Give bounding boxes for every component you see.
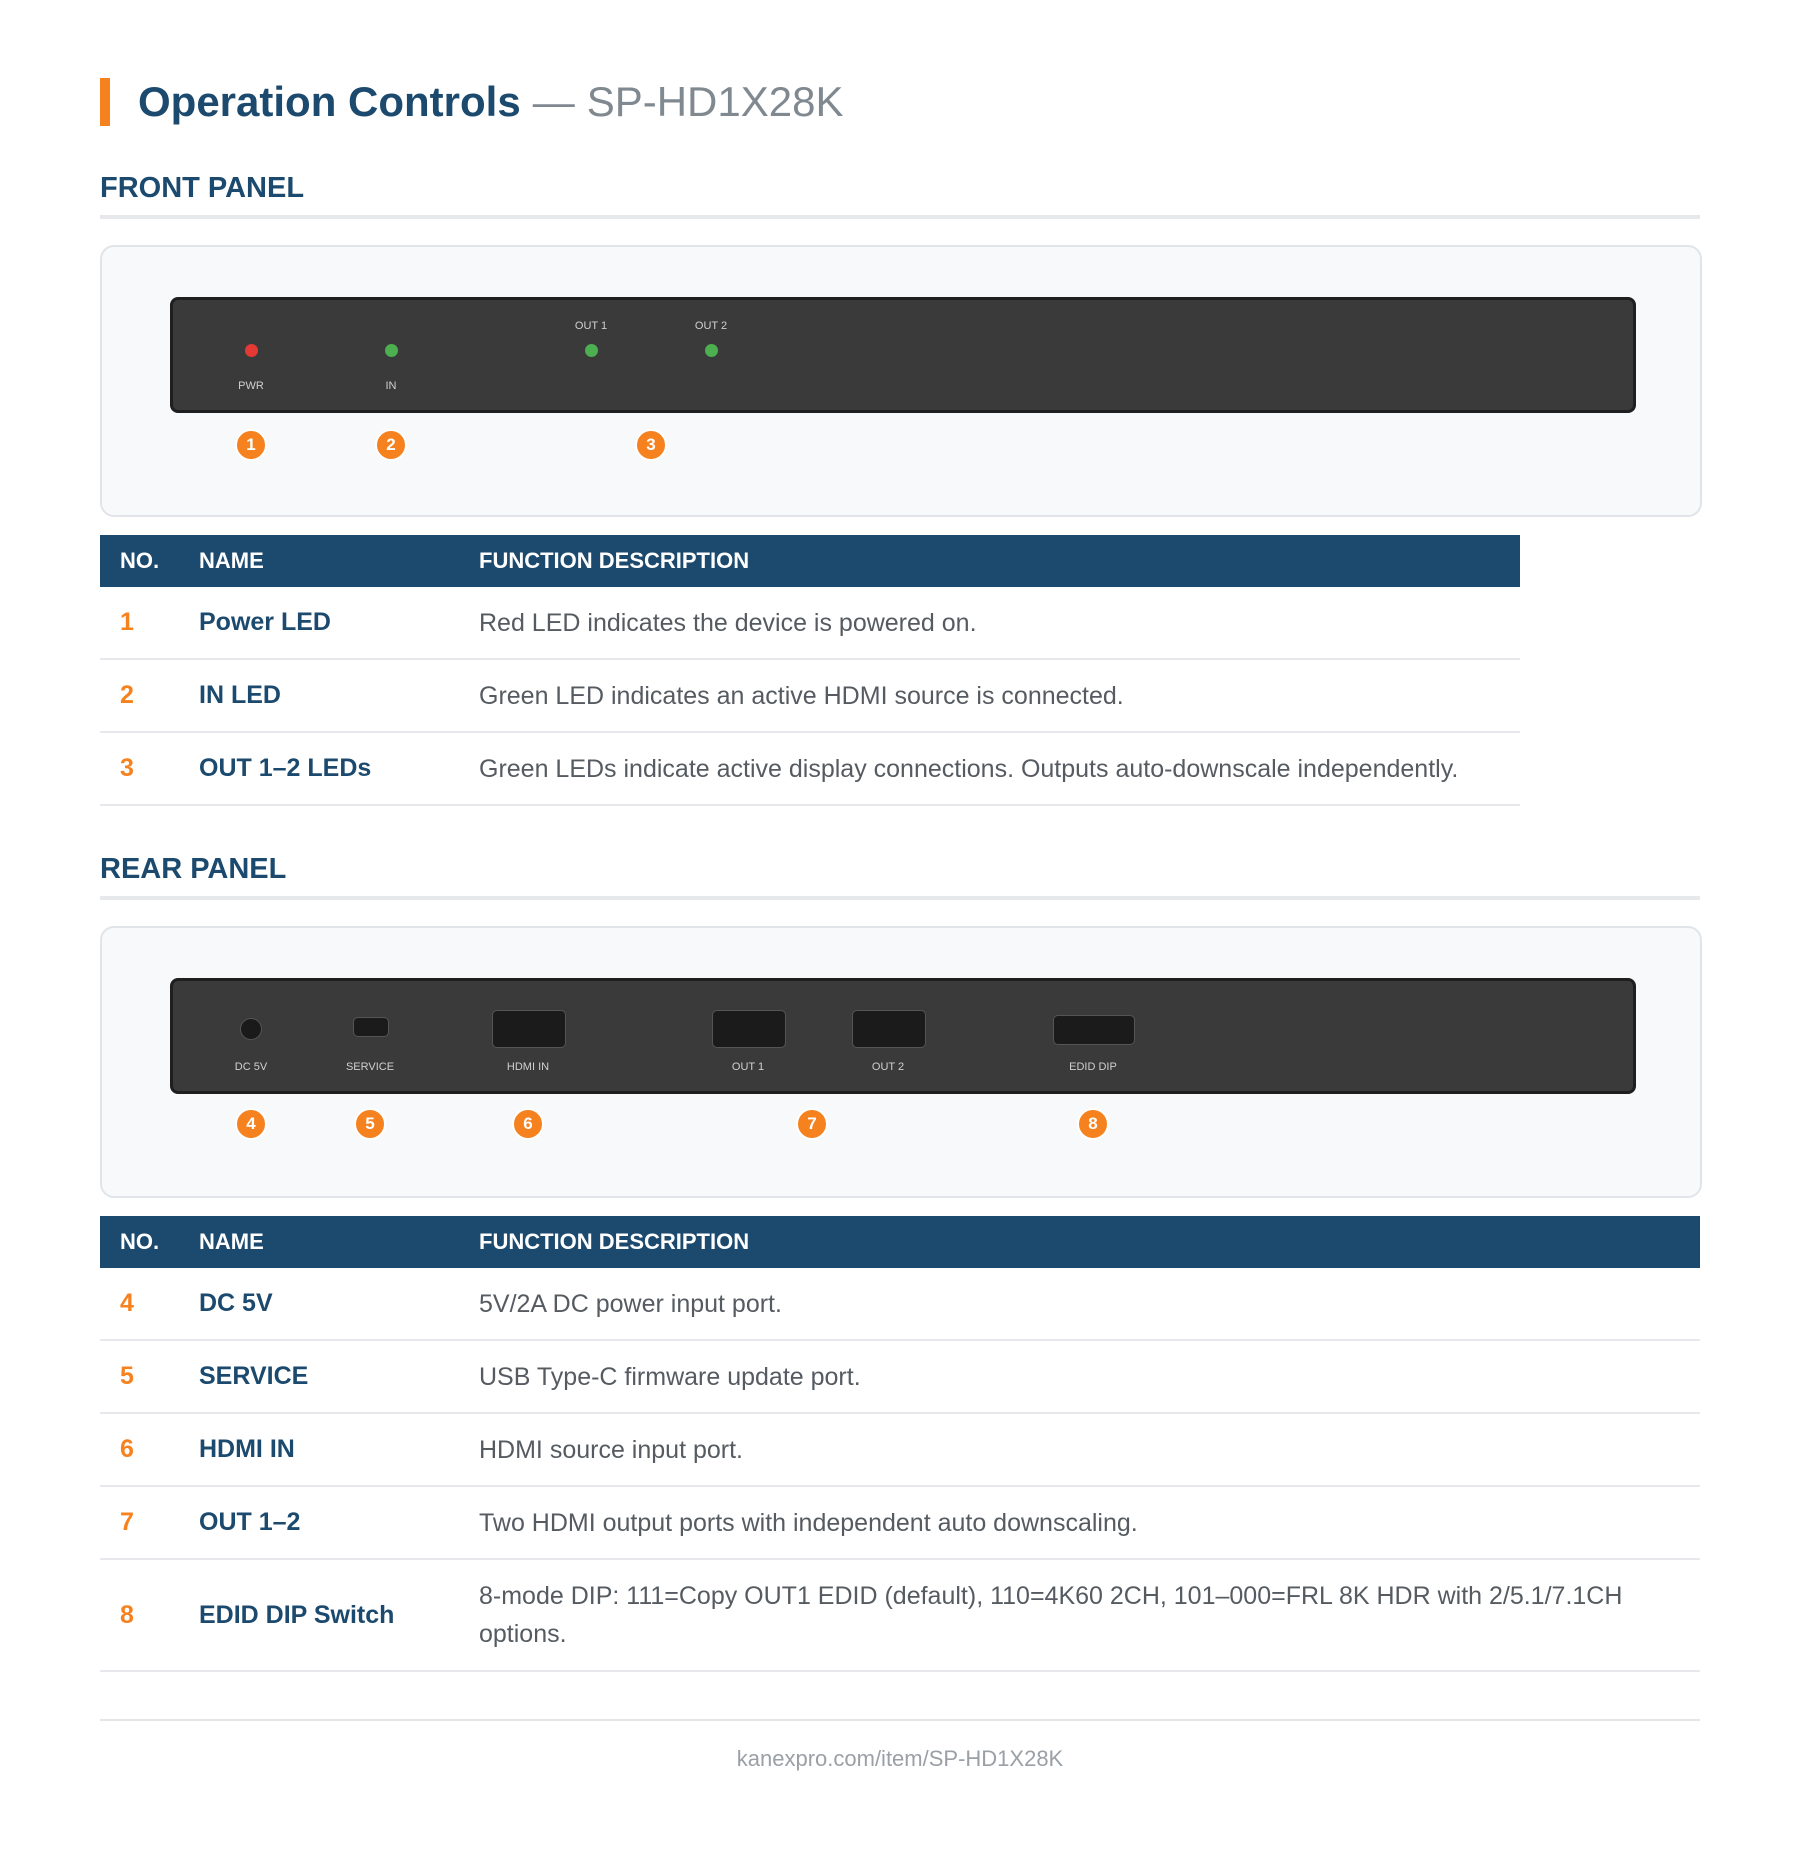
row-no: 2 <box>100 659 199 732</box>
dc-label: DC 5V <box>234 1061 268 1073</box>
service-label: SERVICE <box>345 1061 395 1073</box>
callout-7: 7 <box>796 1108 828 1140</box>
table-row <box>100 1559 1700 1671</box>
col-header-no: NO. <box>100 535 199 587</box>
col-header-name: NAME <box>199 1216 479 1268</box>
table-header-row <box>100 535 1520 587</box>
row-no: 6 <box>100 1413 199 1486</box>
row-name: OUT 1–2 <box>199 1486 479 1559</box>
row-description: 8-mode DIP: 111=Copy OUT1 EDID (default), 110=4K60 2CH, 101–000=FRL 8K HDR with 2/5.1/7.1CH options. <box>479 1559 1700 1671</box>
row-name: Power LED <box>199 587 479 659</box>
footer-divider <box>100 1719 1700 1721</box>
row-description: Green LEDs indicate active display connections. Outputs auto-downscale independently. <box>479 732 1520 805</box>
row-name: DC 5V <box>199 1268 479 1340</box>
row-no: 1 <box>100 587 199 659</box>
hdmi-in-label: HDMI IN <box>506 1061 550 1073</box>
out1-label: OUT 1 <box>574 320 608 332</box>
in-label: IN <box>385 380 397 392</box>
table-row <box>100 1340 1700 1413</box>
power-led-indicator <box>245 344 258 357</box>
out2-label: OUT 2 <box>694 320 728 332</box>
callout-2: 2 <box>375 429 407 461</box>
row-no: 3 <box>100 732 199 805</box>
row-description: USB Type-C firmware update port. <box>479 1340 1700 1413</box>
callout-1: 1 <box>235 429 267 461</box>
title-text: Operation Controls <box>138 78 521 125</box>
dc-jack-port <box>240 1018 262 1040</box>
callout-6: 6 <box>512 1108 544 1140</box>
hdmi-in-port <box>492 1010 566 1048</box>
rear-panel-device <box>170 978 1636 1094</box>
rear-panel-table <box>100 1216 1700 1672</box>
callout-4: 4 <box>235 1108 267 1140</box>
rear-panel-heading: REAR PANEL <box>100 853 1700 900</box>
front-panel-heading: FRONT PANEL <box>100 172 1700 219</box>
model-number: SP-HD1X28K <box>586 78 844 125</box>
row-name: SERVICE <box>199 1340 479 1413</box>
out1-led-indicator <box>585 344 598 357</box>
title-accent-bar <box>100 78 110 126</box>
callout-8: 8 <box>1077 1108 1109 1140</box>
table-row <box>100 587 1520 659</box>
col-header-description: FUNCTION DESCRIPTION <box>479 1216 1700 1268</box>
front-panel-diagram <box>100 245 1702 517</box>
row-description: Green LED indicates an active HDMI source is connected. <box>479 659 1520 732</box>
table-row <box>100 1268 1700 1340</box>
row-description: Two HDMI output ports with independent auto downscaling. <box>479 1486 1700 1559</box>
pwr-label: PWR <box>238 380 264 392</box>
callout-5: 5 <box>354 1108 386 1140</box>
out2-port-label: OUT 2 <box>871 1061 905 1073</box>
row-no: 5 <box>100 1340 199 1413</box>
row-description: 5V/2A DC power input port. <box>479 1268 1700 1340</box>
page-title <box>100 78 843 126</box>
service-usbc-port <box>353 1017 389 1037</box>
rear-panel-diagram <box>100 926 1702 1198</box>
table-row <box>100 732 1520 805</box>
table-row <box>100 659 1520 732</box>
row-name: OUT 1–2 LEDs <box>199 732 479 805</box>
title-separator: — <box>532 78 575 125</box>
hdmi-out1-port <box>712 1010 786 1048</box>
row-name: EDID DIP Switch <box>199 1559 479 1671</box>
hdmi-out2-port <box>852 1010 926 1048</box>
col-header-name: NAME <box>199 535 479 587</box>
table-header-row <box>100 1216 1700 1268</box>
row-name: HDMI IN <box>199 1413 479 1486</box>
row-description: Red LED indicates the device is powered on. <box>479 587 1520 659</box>
in-led-indicator <box>385 344 398 357</box>
row-no: 4 <box>100 1268 199 1340</box>
row-name: IN LED <box>199 659 479 732</box>
table-row <box>100 1413 1700 1486</box>
row-no: 8 <box>100 1559 199 1671</box>
row-description: HDMI source input port. <box>479 1413 1700 1486</box>
front-panel-device <box>170 297 1636 413</box>
callout-3: 3 <box>635 429 667 461</box>
table-row <box>100 1486 1700 1559</box>
edid-label: EDID DIP <box>1069 1061 1117 1073</box>
out1-port-label: OUT 1 <box>731 1061 765 1073</box>
row-no: 7 <box>100 1486 199 1559</box>
edid-dip-switch <box>1053 1015 1135 1045</box>
col-header-description: FUNCTION DESCRIPTION <box>479 535 1520 587</box>
footer-url[interactable]: kanexpro.com/item/SP-HD1X28K <box>736 1746 1064 1771</box>
col-header-no: NO. <box>100 1216 199 1268</box>
out2-led-indicator <box>705 344 718 357</box>
front-panel-table <box>100 535 1520 806</box>
